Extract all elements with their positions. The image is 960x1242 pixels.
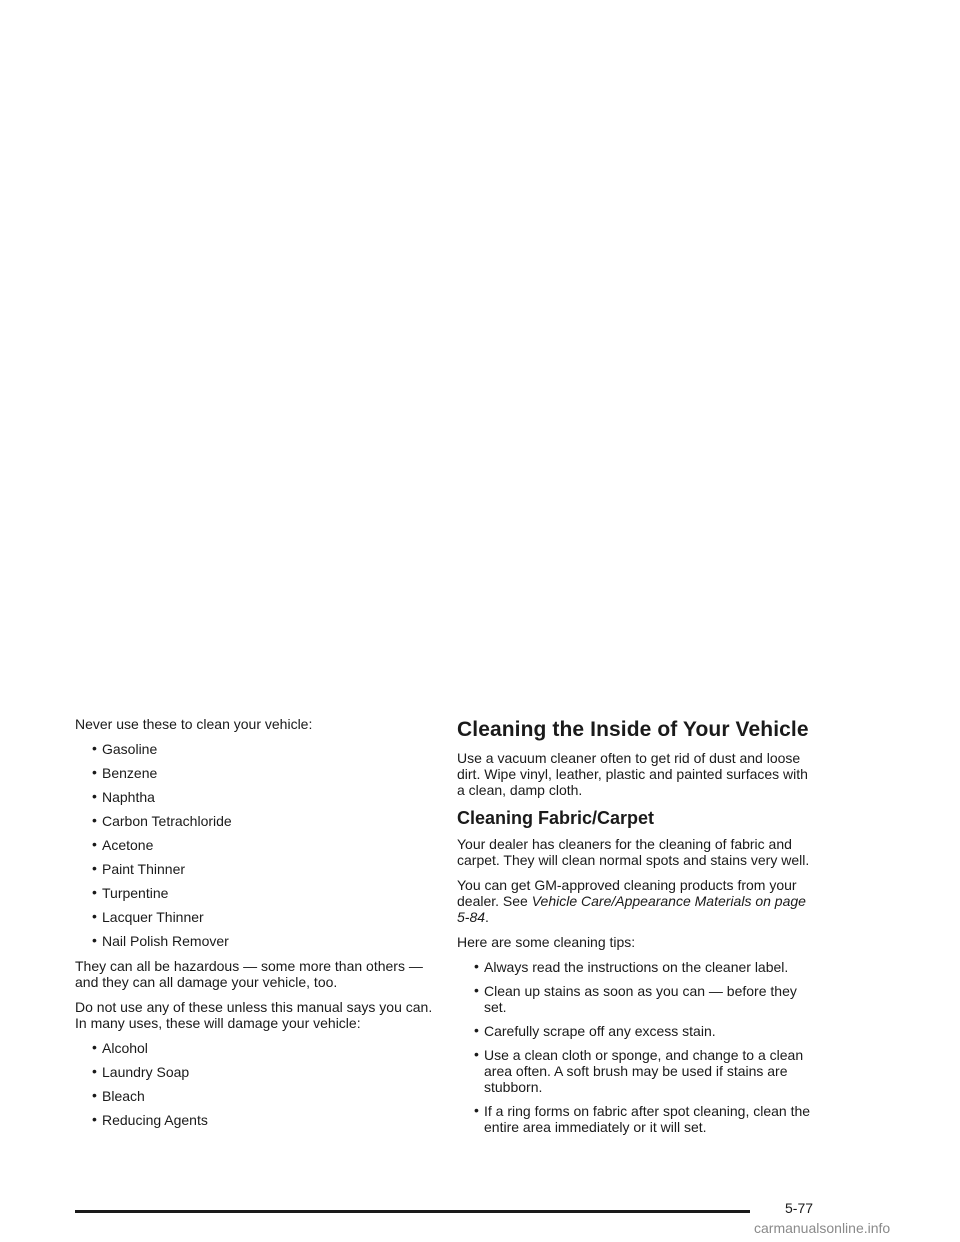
page-number: 5-77	[785, 1200, 814, 1216]
list-item: • Use a clean cloth or sponge, and change to a clean area often. A soft brush may be used if stains are stubborn.	[457, 1047, 817, 1095]
list-item: • Nail Polish Remover	[75, 933, 435, 949]
list-item: • Benzene	[75, 765, 435, 781]
avoid-list	[75, 741, 435, 949]
list-item: • Carbon Tetrachloride	[75, 813, 435, 829]
watermark: carmanualsonline.info	[754, 1220, 891, 1236]
list-item: • Clean up stains as soon as you can — before they set.	[457, 983, 817, 1015]
warning-paragraph: Do not use any of these unless this manual says you can. In many uses, these will damage your vehicle:	[75, 999, 433, 1031]
tips-list	[457, 959, 817, 1135]
footer-rule	[75, 1210, 750, 1213]
list-item: • Turpentine	[75, 885, 435, 901]
list-item: • Always read the instructions on the cleaner label.	[457, 959, 817, 975]
right-column	[457, 716, 817, 1144]
list-item: • Alcohol	[75, 1040, 435, 1056]
dealer-paragraph: Your dealer has cleaners for the cleaning of fabric and carpet. They will clean normal spots and stains very well.	[457, 836, 810, 868]
products-text-end: .	[485, 909, 489, 925]
list-item: • Paint Thinner	[75, 861, 435, 877]
list-item: • Acetone	[75, 837, 435, 853]
list-item: • Laundry Soap	[75, 1064, 435, 1080]
list-item: • Bleach	[75, 1088, 435, 1104]
vacuum-paragraph: Use a vacuum cleaner often to get rid of dust and loose dirt. Wipe vinyl, leather, plastic and painted surfaces with a clean, damp cloth.	[457, 750, 808, 798]
cross-reference-link[interactable]: Vehicle Care/Appearance Materials on page 5-84	[457, 893, 806, 925]
products-text: You can get GM-approved cleaning products from your dealer. See	[457, 877, 797, 909]
left-column	[75, 716, 435, 1137]
tips-intro: Here are some cleaning tips:	[457, 934, 636, 950]
subsection-heading: Cleaning Fabric/Carpet	[457, 808, 655, 828]
list-item: • Reducing Agents	[75, 1112, 435, 1128]
list-item: • Naphtha	[75, 789, 435, 805]
list-item: • Lacquer Thinner	[75, 909, 435, 925]
list-item: • If a ring forms on fabric after spot cleaning, clean the entire area immediately or it will set.	[457, 1103, 817, 1135]
products-paragraph	[457, 877, 817, 925]
intro-text: Never use these to clean your vehicle:	[75, 716, 313, 732]
list-item: • Gasoline	[75, 741, 435, 757]
list-item: • Carefully scrape off any excess stain.	[457, 1023, 817, 1039]
section-heading: Cleaning the Inside of Your Vehicle	[457, 718, 809, 741]
hazard-paragraph: They can all be hazardous — some more than others — and they can all damage your vehicle, too.	[75, 958, 423, 990]
damage-list	[75, 1040, 435, 1128]
